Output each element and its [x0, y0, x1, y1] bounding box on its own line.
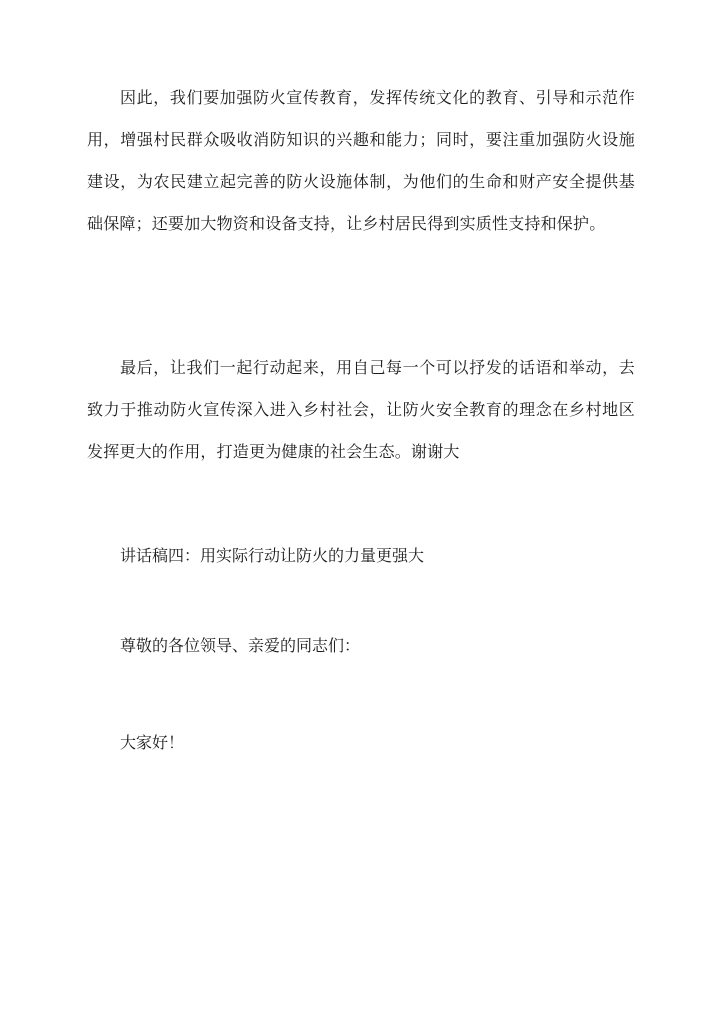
greeting: 大家好！ — [120, 733, 185, 752]
salutation: 尊敬的各位领导、亲爱的同志们： — [120, 636, 361, 655]
speech-title: 讲话稿四：用实际行动让防火的力量更强大 — [120, 546, 425, 565]
paragraph-fire-education: 因此，我们要加强防火宣传教育，发挥传统文化的教育、引导和示范作用，增强村民群众吸收消防知识的兴趣和能力；同时，要注重加强防火设施建设，为农民建立起完善的防火设施体制，为他们的生命和财产安全提供基础保障；还要加大物资和设备支持，让乡村居民得到实质性支持和保护。 — [87, 88, 635, 233]
paragraph-call-to-action: 最后，让我们一起行动起来，用自己每一个可以抒发的话语和举动，去致力于推动防火宣传深入进入乡村社会，让防火安全教育的理念在乡村地区发挥更大的作用，打造更为健康的社会生态。谢谢大 — [87, 358, 635, 461]
